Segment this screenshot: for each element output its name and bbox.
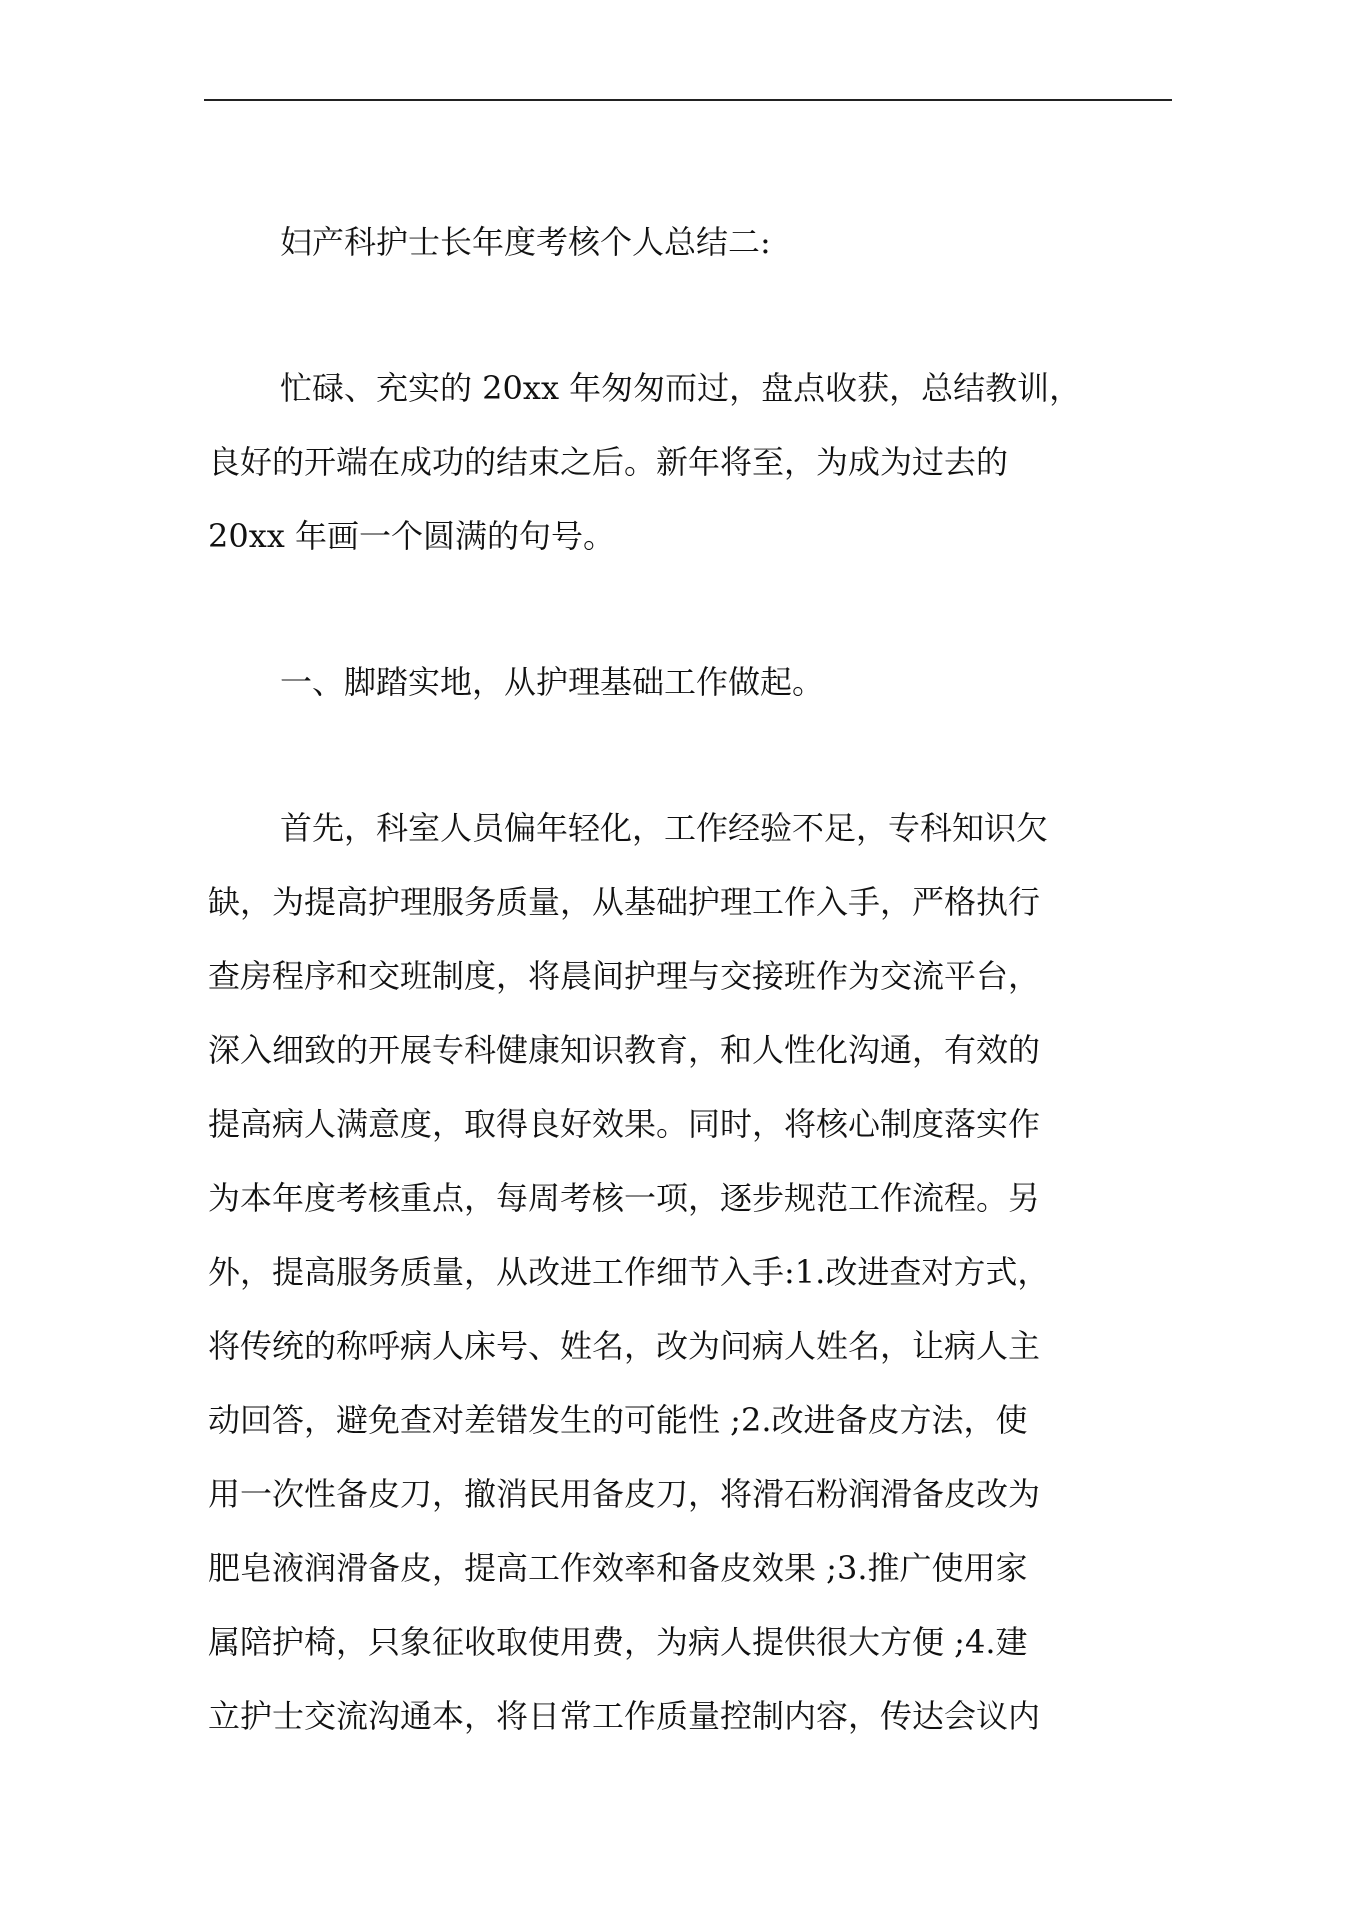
intro-line: 20xx 年画一个圆满的句号。 (208, 517, 615, 555)
body-line: 属陪护椅，只象征收取使用费，为病人提供很大方便 ;4.建 (208, 1623, 1028, 1661)
body-line: 为本年度考核重点，每周考核一项，逐步规范工作流程。另 (208, 1179, 1041, 1217)
section-title: 一、脚踏实地，从护理基础工作做起。 (280, 663, 825, 701)
body-line: 提高病人满意度，取得良好效果。同时，将核心制度落实作 (208, 1105, 1041, 1143)
body-line: 用一次性备皮刀，撤消民用备皮刀，将滑石粉润滑备皮改为 (208, 1475, 1041, 1513)
body-line: 动回答，避免查对差错发生的可能性 ;2.改进备皮方法，使 (208, 1401, 1028, 1439)
document-heading: 妇产科护士长年度考核个人总结二: (280, 223, 771, 261)
body-line: 深入细致的开展专科健康知识教育，和人性化沟通，有效的 (208, 1031, 1041, 1069)
body-line: 缺，为提高护理服务质量，从基础护理工作入手，严格执行 (208, 883, 1041, 921)
intro-line: 忙碌、充实的 20xx 年匆匆而过，盘点收获，总结教训， (280, 369, 1082, 407)
body-line: 查房程序和交班制度，将晨间护理与交接班作为交流平台， (208, 957, 1041, 995)
body-line: 立护士交流沟通本，将日常工作质量控制内容，传达会议内 (208, 1697, 1041, 1735)
intro-line: 良好的开端在成功的结束之后。新年将至，为成为过去的 (208, 443, 1009, 481)
body-line: 将传统的称呼病人床号、姓名，改为问病人姓名，让病人主 (208, 1327, 1041, 1365)
header-rule (204, 99, 1172, 101)
body-line: 外，提高服务质量，从改进工作细节入手:1.改进查对方式， (208, 1253, 1050, 1291)
body-line: 肥皂液润滑备皮，提高工作效率和备皮效果 ;3.推广使用家 (208, 1549, 1028, 1587)
body-line: 首先，科室人员偏年轻化，工作经验不足，专科知识欠 (280, 809, 1049, 847)
